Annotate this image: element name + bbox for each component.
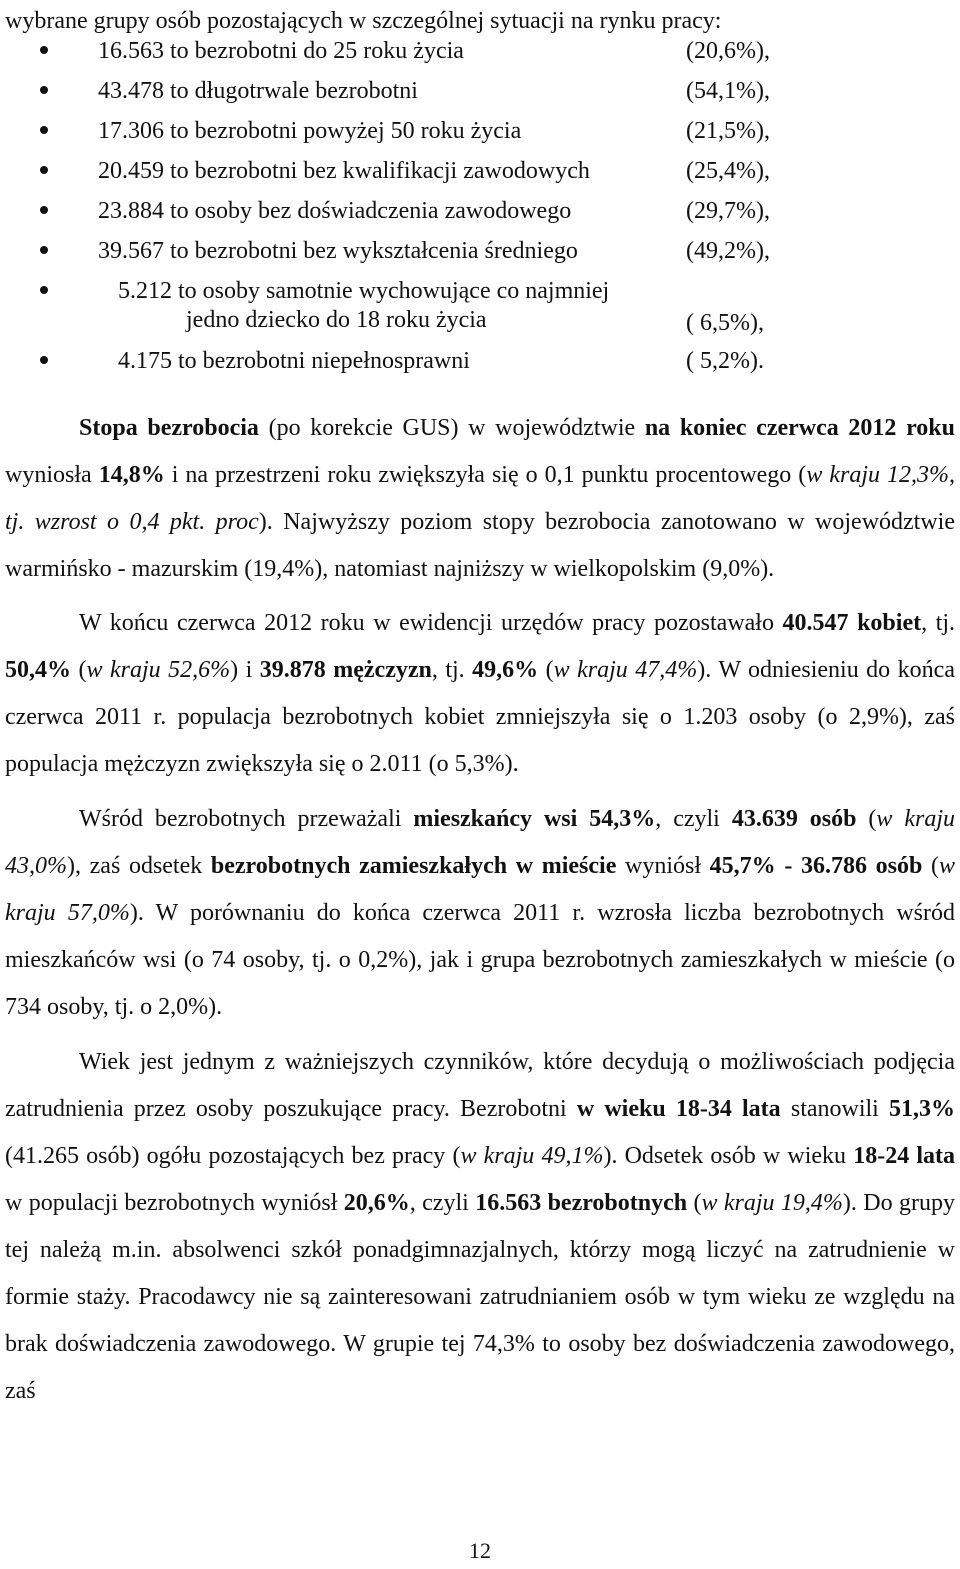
text-run: ). W porównaniu do końca czerwca 2011 r. wzrosła liczba bezrobotnych wśród mieszkańców wsi (o 74 osoby, tj. o 0,2%), jak i grupa bezrobotnych zamieszkałych w mieście (o 734 osoby, tj. o 2,0%).: [5, 900, 955, 1020]
paragraph-residence: [5, 796, 955, 1031]
bullet-icon: [40, 166, 48, 174]
bold-run: Stopa bezrobocia: [79, 415, 259, 441]
list-item: [0, 272, 960, 342]
bold-run: 40.547 kobiet: [782, 610, 922, 636]
text-run: ). Najwyższy poziom stopy bezrobocia zanotowano w województwie warmińsko - mazurskim (19,4%), natomiast najniższy w wielkopolskim (9,0%).: [5, 509, 956, 582]
list-item-text: 43.478 to długotrwale bezrobotni: [98, 78, 418, 104]
text-run: wyniósł: [616, 853, 710, 879]
bold-run: 14,8%: [98, 462, 165, 488]
intro-line: wybrane grupy osób pozostających w szczególnej sytuacji na rynku pracy:: [5, 8, 722, 34]
bold-run: bezrobotnych zamieszkałych w mieście: [210, 853, 617, 879]
bold-run: w wieku 18-34 lata: [576, 1096, 781, 1122]
italic-run: w kraju 43,0%: [5, 806, 956, 879]
text-run: Wśród bezrobotnych przeważali: [79, 806, 414, 832]
bold-run: mieszkańcy wsi 54,3%: [413, 806, 656, 832]
bold-run: 50,4%: [5, 657, 71, 683]
list-item-text: 39.567 to bezrobotni bez wykształcenia średniego: [98, 238, 578, 264]
text-run: (: [538, 657, 554, 683]
text-run: stanowili: [780, 1096, 890, 1122]
bullet-icon: [40, 356, 48, 364]
text-run: , czyli: [409, 1190, 476, 1216]
bullet-icon: [40, 126, 48, 134]
bold-run: 45,7% - 36.786 osób: [709, 853, 923, 879]
text-run: wyniosła: [5, 462, 99, 488]
italic-run: w kraju 47,4%: [553, 657, 698, 683]
italic-run: w kraju 12,3%, tj. wzrost o 0,4 pkt. proc: [5, 462, 955, 535]
bullet-icon: [40, 86, 48, 94]
bold-run: na koniec czerwca 2012 roku: [644, 415, 956, 441]
bullet-icon: [40, 46, 48, 54]
text-run: i na przestrzeni roku zwiększyła się o 0,1 punktu procentowego (: [164, 462, 807, 488]
bold-run: 43.639 osób: [731, 806, 857, 832]
list-item: [0, 72, 960, 112]
text-run: (: [922, 853, 939, 879]
bold-run: 16.563 bezrobotnych: [475, 1190, 688, 1216]
list-item-text: 20.459 to bezrobotni bez kwalifikacji zawodowych: [98, 158, 590, 184]
paragraph-unemployment-rate: [5, 405, 955, 593]
text-run: (: [71, 657, 87, 683]
bold-run: 18-24 lata: [853, 1143, 956, 1169]
list-item: [0, 32, 960, 72]
italic-run: w kraju 57,0%: [5, 853, 955, 926]
paragraph-gender: [5, 600, 955, 788]
list-item-text: [118, 278, 609, 336]
text-run: ), zaś odsetek: [67, 853, 211, 879]
groups-list: [0, 32, 960, 382]
list-item: [0, 232, 960, 272]
list-item-percent: ( 6,5%),: [686, 310, 764, 336]
italic-run: w kraju 19,4%: [701, 1190, 843, 1216]
text-run: ). Do grupy tej należą m.in. absolwenci szkół ponadgimnazjalnych, którzy mogą liczyć na zatrudnienie w formie staży. Pracodawcy nie są zainteresowani zatrudnianiem osób w tym wieku ze względu na brak doświadczenia zawodowego. W grupie tej 74,3% to osoby bez doświadczenia zawodowego, zaś: [5, 1190, 955, 1404]
list-item-percent: (21,5%),: [686, 118, 770, 144]
list-item-text: 4.175 to bezrobotni niepełnosprawni: [118, 348, 470, 374]
text-run: ) i: [230, 657, 260, 683]
list-item: [0, 152, 960, 192]
list-item: [0, 192, 960, 232]
list-item-text: 17.306 to bezrobotni powyżej 50 roku życia: [98, 118, 522, 144]
list-item-text-line2: jedno dziecko do 18 roku życia: [186, 307, 487, 333]
list-item-text-line1: 5.212 to osoby samotnie wychowujące co najmniej: [118, 278, 610, 304]
body-text: [5, 405, 955, 1415]
list-item-text: 23.884 to osoby bez doświadczenia zawodowego: [98, 198, 572, 224]
bold-run: 20,6%: [343, 1190, 410, 1216]
list-item-percent: ( 5,2%).: [686, 348, 764, 374]
text-run: (po korekcie GUS) w województwie: [258, 415, 645, 441]
list-item-percent: (49,2%),: [686, 238, 770, 264]
list-item-percent: (54,1%),: [686, 78, 770, 104]
text-run: ). Odsetek osób w wieku: [603, 1143, 854, 1169]
text-run: (: [856, 806, 877, 832]
text-run: ). W odniesieniu do końca czerwca 2011 r. populacja bezrobotnych kobiet zmniejszyła się o 1.203 osoby (o 2,9%), zaś populacja mężczyzn zwiększyła się o 2.011 (o 5,3%).: [5, 657, 955, 777]
text-run: , tj.: [921, 610, 956, 636]
italic-run: w kraju 52,6%: [86, 657, 231, 683]
text-run: , czyli: [655, 806, 732, 832]
bullet-icon: [40, 246, 48, 254]
text-run: , tj.: [431, 657, 473, 683]
page-number: 12: [469, 1538, 491, 1563]
text-run: (: [687, 1190, 702, 1216]
list-item: [0, 342, 960, 382]
text-run: (41.265 osób) ogółu pozostających bez pracy (: [5, 1143, 461, 1169]
list-item-percent: (25,4%),: [686, 158, 770, 184]
list-item-percent: (20,6%),: [686, 38, 770, 64]
bold-run: 39.878 mężczyzn: [259, 657, 432, 683]
bold-run: 51,3%: [889, 1096, 956, 1122]
list-item-percent: (29,7%),: [686, 198, 770, 224]
bold-run: 49,6%: [472, 657, 539, 683]
list-item: [0, 112, 960, 152]
bullet-icon: [40, 286, 48, 294]
paragraph-age: [5, 1039, 955, 1415]
text-run: Wiek jest jednym z ważniejszych czynników, które decydują o możliwościach podjęcia zatrudnienia przez osoby poszukujące pracy. Bezrobotni: [5, 1049, 955, 1122]
text-run: W końcu czerwca 2012 roku w ewidencji urzędów pracy pozostawało: [79, 610, 783, 636]
text-run: w populacji bezrobotnych wyniósł: [5, 1190, 344, 1216]
bullet-icon: [40, 206, 48, 214]
italic-run: w kraju 49,1%: [460, 1143, 604, 1169]
list-item-text: 16.563 to bezrobotni do 25 roku życia: [98, 38, 464, 64]
